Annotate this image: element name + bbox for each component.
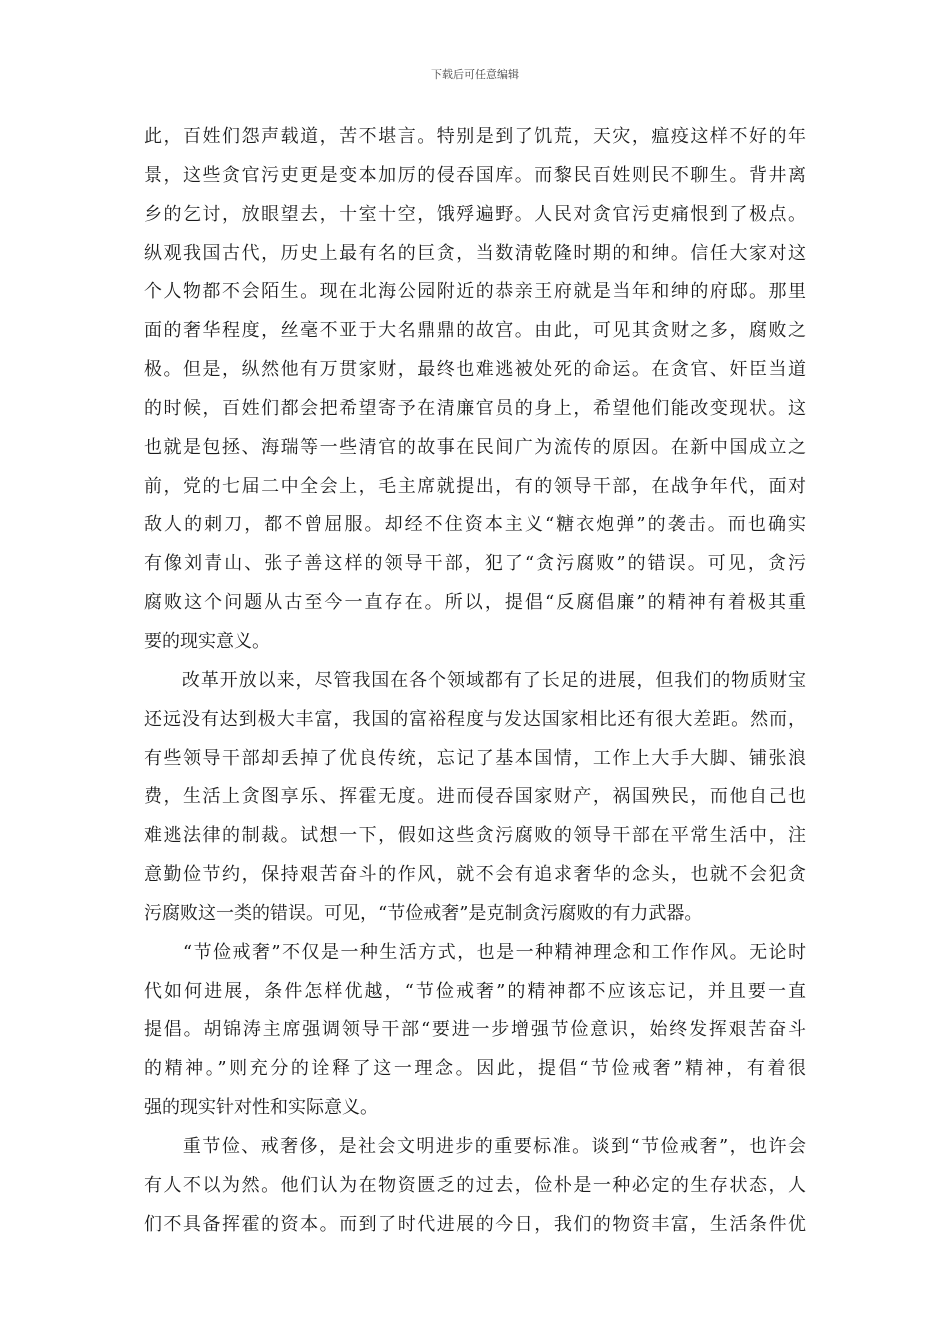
body-text	[144, 118, 806, 1244]
text-line: 极。但是，纵然他有万贯家财，最终也难逃被处死的命运。在贪官、奸臣当道	[144, 359, 806, 381]
text-line: 意勤俭节约，保持艰苦奋斗的作风，就不会有追求奢华的念头，也就不会犯贪	[144, 864, 806, 886]
text-line: 们不具备挥霍的资本。而到了时代进展的今日，我们的物资丰富，生活条件优	[144, 1213, 806, 1235]
text-line: 要的现实意义。	[144, 630, 270, 652]
text-line: 前，党的七届二中全会上，毛主席就提出，有的领导干部，在战争年代，面对	[144, 475, 806, 497]
text-line: 改革开放以来，尽管我国在各个领域都有了长足的进展，但我们的物质财宝	[144, 669, 806, 691]
text-line: 也就是包拯、海瑞等一些清官的故事在民间广为流传的原因。在新中国成立之	[144, 436, 806, 458]
text-line: 的精神。”则充分的诠释了这一理念。因此，提倡“节俭戒奢”精神，有着很	[144, 1058, 806, 1080]
text-line: 提倡。胡锦涛主席强调领导干部“要进一步增强节俭意识，始终发挥艰苦奋斗	[144, 1019, 806, 1041]
text-line: 代如何进展，条件怎样优越，“节俭戒奢”的精神都不应该忘记，并且要一直	[144, 980, 806, 1002]
text-line: 面的奢华程度，丝毫不亚于大名鼎鼎的故宫。由此，可见其贪财之多，腐败之	[144, 320, 806, 342]
page-header: 下载后可任意编辑	[431, 68, 519, 81]
text-line: 景，这些贪官污吏更是变本加厉的侵吞国库。而黎民百姓则民不聊生。背井离	[144, 164, 806, 186]
text-line: 难逃法律的制裁。试想一下，假如这些贪污腐败的领导干部在平常生活中，注	[144, 825, 806, 847]
text-line: 的时候，百姓们都会把希望寄予在清廉官员的身上，希望他们能改变现状。这	[144, 397, 806, 419]
text-line: 强的现实针对性和实际意义。	[144, 1097, 378, 1119]
text-line: 个人物都不会陌生。现在北海公园附近的恭亲王府就是当年和绅的府邸。那里	[144, 281, 806, 303]
text-line: “节俭戒奢”不仅是一种生活方式，也是一种精神理念和工作作风。无论时	[144, 941, 806, 963]
text-line: 此，百姓们怨声载道，苦不堪言。特别是到了饥荒，天灾，瘟疫这样不好的年	[144, 126, 806, 147]
text-line: 纵观我国古代，历史上最有名的巨贪，当数清乾隆时期的和绅。信任大家对这	[144, 242, 806, 264]
text-line: 重节俭、戒奢侈，是社会文明进步的重要标准。谈到“节俭戒奢”，也许会	[144, 1135, 806, 1157]
text-line: 还远没有达到极大丰富，我国的富裕程度与发达国家相比还有很大差距。然而，	[144, 708, 806, 730]
text-line: 有些领导干部却丢掉了优良传统，忘记了基本国情，工作上大手大脚、铺张浪	[144, 747, 806, 769]
text-line: 有人不以为然。他们认为在物资匮乏的过去，俭朴是一种必定的生存状态，人	[144, 1174, 806, 1196]
text-line: 腐败这个问题从古至今一直存在。所以，提倡“反腐倡廉”的精神有着极其重	[144, 592, 806, 614]
text-line: 乡的乞讨，放眼望去，十室十空，饿殍遍野。人民对贪官污吏痛恨到了极点。	[144, 203, 806, 225]
text-line: 有像刘青山、张子善这样的领导干部，犯了“贪污腐败”的错误。可见，贪污	[144, 553, 806, 575]
text-line: 污腐败这一类的错误。可见，“节俭戒奢”是克制贪污腐败的有力武器。	[144, 902, 703, 924]
text-line: 费，生活上贪图享乐、挥霍无度。进而侵吞国家财产，祸国殃民，而他自己也	[144, 786, 806, 808]
text-line: 敌人的刺刀，都不曾屈服。却经不住资本主义“糖衣炮弹”的袭击。而也确实	[144, 514, 806, 536]
